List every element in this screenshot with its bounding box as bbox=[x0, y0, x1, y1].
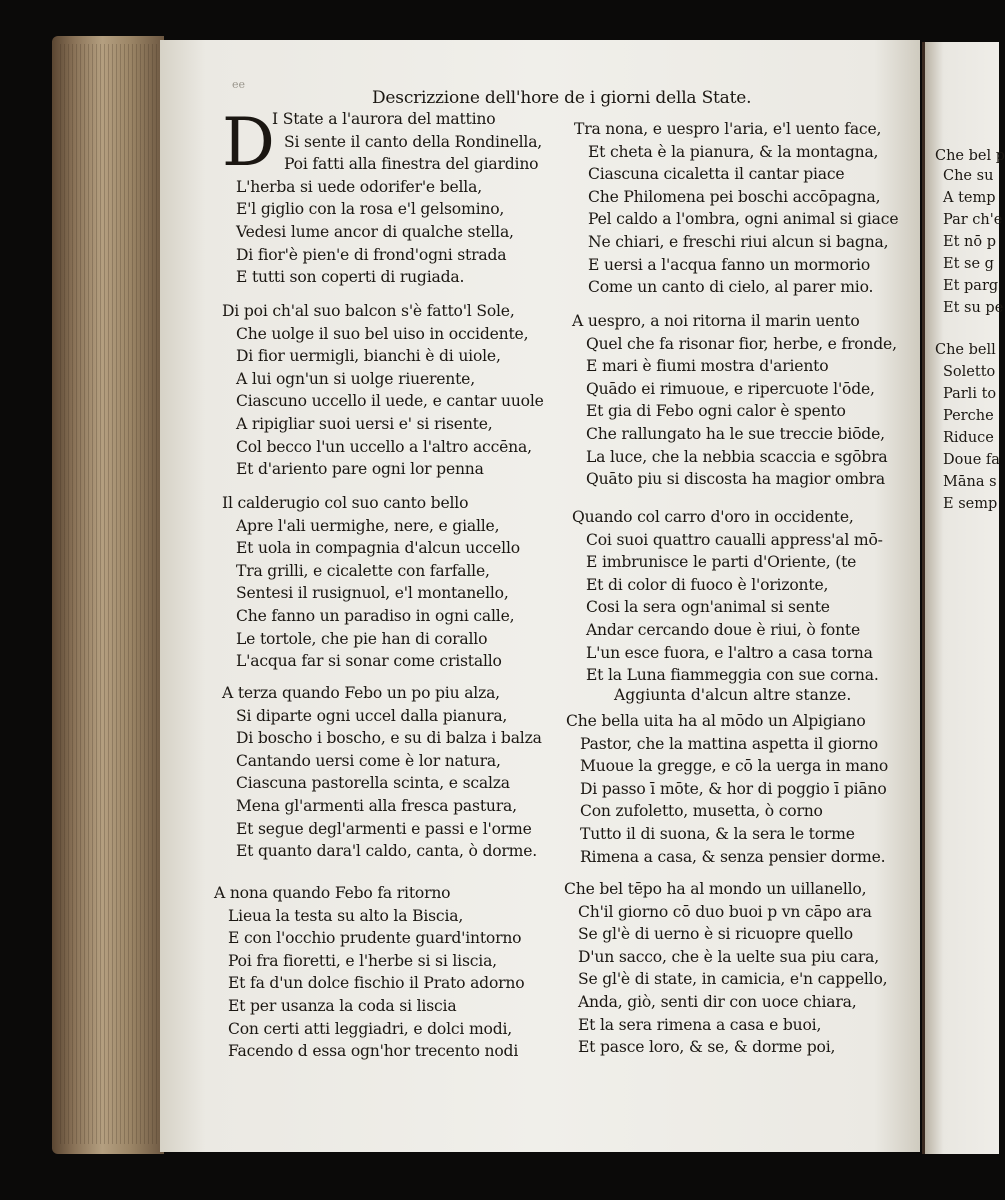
verse-line: Quādo ei rimuoue, e ripercuote l'ōde, bbox=[586, 379, 875, 398]
next-page-line: Perche bbox=[943, 408, 994, 424]
verse-line: Facendo d essa ogn'hor trecento nodi bbox=[228, 1042, 519, 1061]
verse-line: Rimena a casa, & senza pensier dorme. bbox=[580, 847, 886, 866]
verse-line: Ch'il giorno cō duo buoi p vn cāpo ara bbox=[578, 902, 872, 921]
verse-line: Come un canto di cielo, al parer mio. bbox=[588, 278, 874, 297]
verse-line: Di fior uermigli, bianchi è di uiole, bbox=[236, 347, 501, 366]
verse-line: Ne chiari, e freschi riui alcun si bagna, bbox=[588, 232, 889, 251]
verse-line: Et cheta è la pianura, & la montagna, bbox=[588, 142, 879, 161]
verse-line: Con zufoletto, musetta, ò corno bbox=[580, 802, 823, 821]
verse-line: Cantando uersi come è lor natura, bbox=[236, 751, 501, 770]
verse-line: A terza quando Febo un po piu alza, bbox=[222, 684, 500, 702]
verse-line: I State a l'aurora del mattino bbox=[272, 110, 496, 128]
verse-line: E mari è fiumi mostra d'ariento bbox=[586, 357, 829, 376]
verse-line: La luce, che la nebbia scaccia e sgōbra bbox=[586, 447, 888, 466]
verse-line: Et pasce loro, & se, & dorme poi, bbox=[578, 1038, 836, 1057]
verse-line: Ciascuna cicaletta il cantar piace bbox=[588, 165, 845, 184]
verse-line: Et quanto dara'l caldo, canta, ò dorme. bbox=[236, 842, 538, 861]
verse-line: Se gl'è di state, in camicia, e'n cappello, bbox=[578, 970, 888, 989]
verse-line: Che bella uita ha al mōdo un Alpigiano bbox=[566, 712, 866, 730]
next-page-line: Soletto bbox=[943, 364, 996, 380]
verse-line: E uersi a l'acqua fanno un mormorio bbox=[588, 255, 871, 274]
stanza bbox=[572, 310, 897, 491]
verse-line: Ciascuno uccello il uede, e cantar uuole bbox=[236, 392, 544, 411]
verse-line: Et d'ariento pare ogni lor penna bbox=[236, 460, 484, 479]
verse-line: Et la sera rimena a casa e buoi, bbox=[578, 1015, 822, 1034]
verse-line: Il calderugio col suo canto bello bbox=[222, 494, 469, 512]
verse-line: Quando col carro d'oro in occidente, bbox=[572, 508, 854, 526]
stanza bbox=[564, 878, 887, 1059]
verse-line: Si diparte ogni uccel dalla pianura, bbox=[236, 706, 508, 725]
verse-line: Et la Luna fiammeggia con sue corna. bbox=[586, 666, 879, 685]
verse-line: Le tortole, che pie han di corallo bbox=[236, 629, 488, 648]
verse-line: Sentesi il rusignuol, e'l montanello, bbox=[236, 584, 509, 603]
verse-line: Tra nona, e uespro l'aria, e'l uento face, bbox=[574, 120, 882, 138]
next-page-line: Riduce bbox=[943, 430, 994, 446]
verse-line: Che fanno un paradiso in ogni calle, bbox=[236, 606, 515, 625]
stanza bbox=[572, 506, 883, 687]
verse-line: A lui ogn'un si uolge riuerente, bbox=[236, 369, 475, 388]
verse-line: A uespro, a noi ritorna il marin uento bbox=[572, 312, 860, 330]
verse-line: Vedesi lume ancor di qualche stella, bbox=[236, 222, 514, 241]
next-page-line: E semp bbox=[943, 496, 998, 512]
verse-line: L'acqua far si sonar come cristallo bbox=[236, 652, 502, 671]
next-page-line: Che bel p bbox=[935, 148, 1005, 164]
verse-line: Anda, giò, senti dir con uoce chiara, bbox=[578, 992, 857, 1011]
next-page-line: Doue fa bbox=[943, 452, 1000, 468]
verse-line: Di passo ī mōte, & hor di poggio ī piāno bbox=[580, 779, 887, 798]
verse-line: Di boscho i boscho, e su di balza i balza bbox=[236, 729, 542, 748]
verse-line: Apre l'ali uermighe, nere, e gialle, bbox=[236, 516, 500, 535]
stanza bbox=[574, 118, 898, 299]
verse-line: Et gia di Febo ogni calor è spento bbox=[586, 402, 846, 421]
verse-line: Ciascuna pastorella scinta, e scalza bbox=[236, 774, 510, 793]
verse-line: Mena gl'armenti alla fresca pastura, bbox=[236, 796, 517, 815]
page-edges bbox=[60, 44, 160, 1144]
stanza bbox=[236, 108, 543, 289]
verse-line: Andar cercando doue è riui, ò fonte bbox=[586, 620, 861, 639]
verse-line: Lieua la testa su alto la Biscia, bbox=[228, 906, 464, 925]
verse-line: Col becco l'un uccello a l'altro accēna, bbox=[236, 437, 532, 456]
next-page-line: Et se g bbox=[943, 256, 994, 272]
stanza bbox=[566, 710, 888, 868]
verse-line: Di poi ch'al suo balcon s'è fatto'l Sole, bbox=[222, 302, 515, 320]
verse-line: Muoue la gregge, e cō la uerga in mano bbox=[580, 757, 889, 776]
verse-line: L'un esce fuora, e l'altro a casa torna bbox=[586, 643, 873, 662]
verse-line: Pastor, che la mattina aspetta il giorno bbox=[580, 734, 878, 753]
stanza bbox=[214, 882, 524, 1063]
next-page-line: Par ch'e bbox=[943, 212, 1003, 228]
section-subheading: Aggiunta d'alcun altre stanze. bbox=[614, 686, 852, 704]
page-mark: ee bbox=[232, 78, 246, 91]
next-page-line: Che bell bbox=[935, 342, 996, 358]
verse-line: Che uolge il suo bel uiso in occidente, bbox=[236, 324, 529, 343]
verse-line: Coi suoi quattro caualli appress'al mō- bbox=[586, 530, 883, 549]
page-header: Descrizzione dell'hore de i giorni della State. bbox=[372, 88, 752, 108]
verse-line: E'l giglio con la rosa e'l gelsomino, bbox=[236, 200, 505, 219]
verse-line: Poi fra fioretti, e l'herbe si si liscia, bbox=[228, 951, 497, 970]
verse-line: Et fa d'un dolce fischio il Prato adorno bbox=[228, 974, 525, 993]
next-page-line: Che su bbox=[943, 168, 994, 184]
verse-line: E tutti son coperti di rugiada. bbox=[236, 268, 465, 287]
verse-line: Et per usanza la coda si liscia bbox=[228, 996, 457, 1015]
verse-line: Pel caldo a l'ombra, ogni animal si giace bbox=[588, 210, 899, 229]
stanza bbox=[222, 300, 544, 481]
next-page-line: Et parg bbox=[943, 278, 999, 294]
verse-line: Si sente il canto della Rondinella, bbox=[284, 132, 543, 151]
verse-line: Che bel tēpo ha al mondo un uillanello, bbox=[564, 880, 867, 898]
verse-line: Quel che fa risonar fior, herbe, e fronde, bbox=[586, 334, 897, 353]
verse-line: E imbrunisce le parti d'Oriente, (te bbox=[586, 553, 857, 572]
verse-line: Tra grilli, e cicalette con farfalle, bbox=[236, 561, 490, 580]
verse-line: E con l'occhio prudente guard'intorno bbox=[228, 929, 522, 948]
next-page-line: Parli to bbox=[943, 386, 997, 402]
verse-line: Poi fatti alla finestra del giardino bbox=[284, 155, 539, 174]
verse-line: Cosi la sera ogn'animal si sente bbox=[586, 598, 830, 617]
verse-line: Di fior'è pien'e di frond'ogni strada bbox=[236, 245, 507, 264]
verse-line: Che rallungato ha le sue treccie biōde, bbox=[586, 424, 885, 443]
stanza bbox=[222, 492, 520, 673]
next-page-line: Māna s bbox=[943, 474, 997, 490]
next-page-edge bbox=[922, 42, 1005, 1154]
next-page-line: Et su pe bbox=[943, 300, 1004, 316]
verse-line: Et uola in compagnia d'alcun uccello bbox=[236, 539, 520, 558]
next-page-line: Et nō p bbox=[943, 234, 996, 250]
verse-line: Che Philomena pei boschi accōpagna, bbox=[588, 187, 881, 206]
verse-line: Con certi atti leggiadri, e dolci modi, bbox=[228, 1019, 513, 1038]
verse-line: Se gl'è di uerno è si ricuopre quello bbox=[578, 925, 853, 944]
verse-line: Et di color di fuoco è l'orizonte, bbox=[586, 575, 829, 594]
verse-line: D'un sacco, che è la uelte sua piu cara, bbox=[578, 947, 880, 966]
next-page-line: A temp bbox=[943, 190, 996, 206]
drop-capital: D bbox=[222, 104, 275, 181]
verse-line: A ripigliar suoi uersi e' si risente, bbox=[236, 414, 493, 433]
stanza bbox=[222, 682, 542, 863]
verse-line: A nona quando Febo fa ritorno bbox=[214, 884, 451, 902]
verse-line: Et segue degl'armenti e passi e l'orme bbox=[236, 819, 532, 838]
verse-line: Quāto piu si discosta ha magior ombra bbox=[586, 470, 885, 489]
verse-line: Tutto il di suona, & la sera le torme bbox=[580, 824, 855, 843]
verse-line: L'herba si uede odorifer'e bella, bbox=[236, 177, 482, 196]
